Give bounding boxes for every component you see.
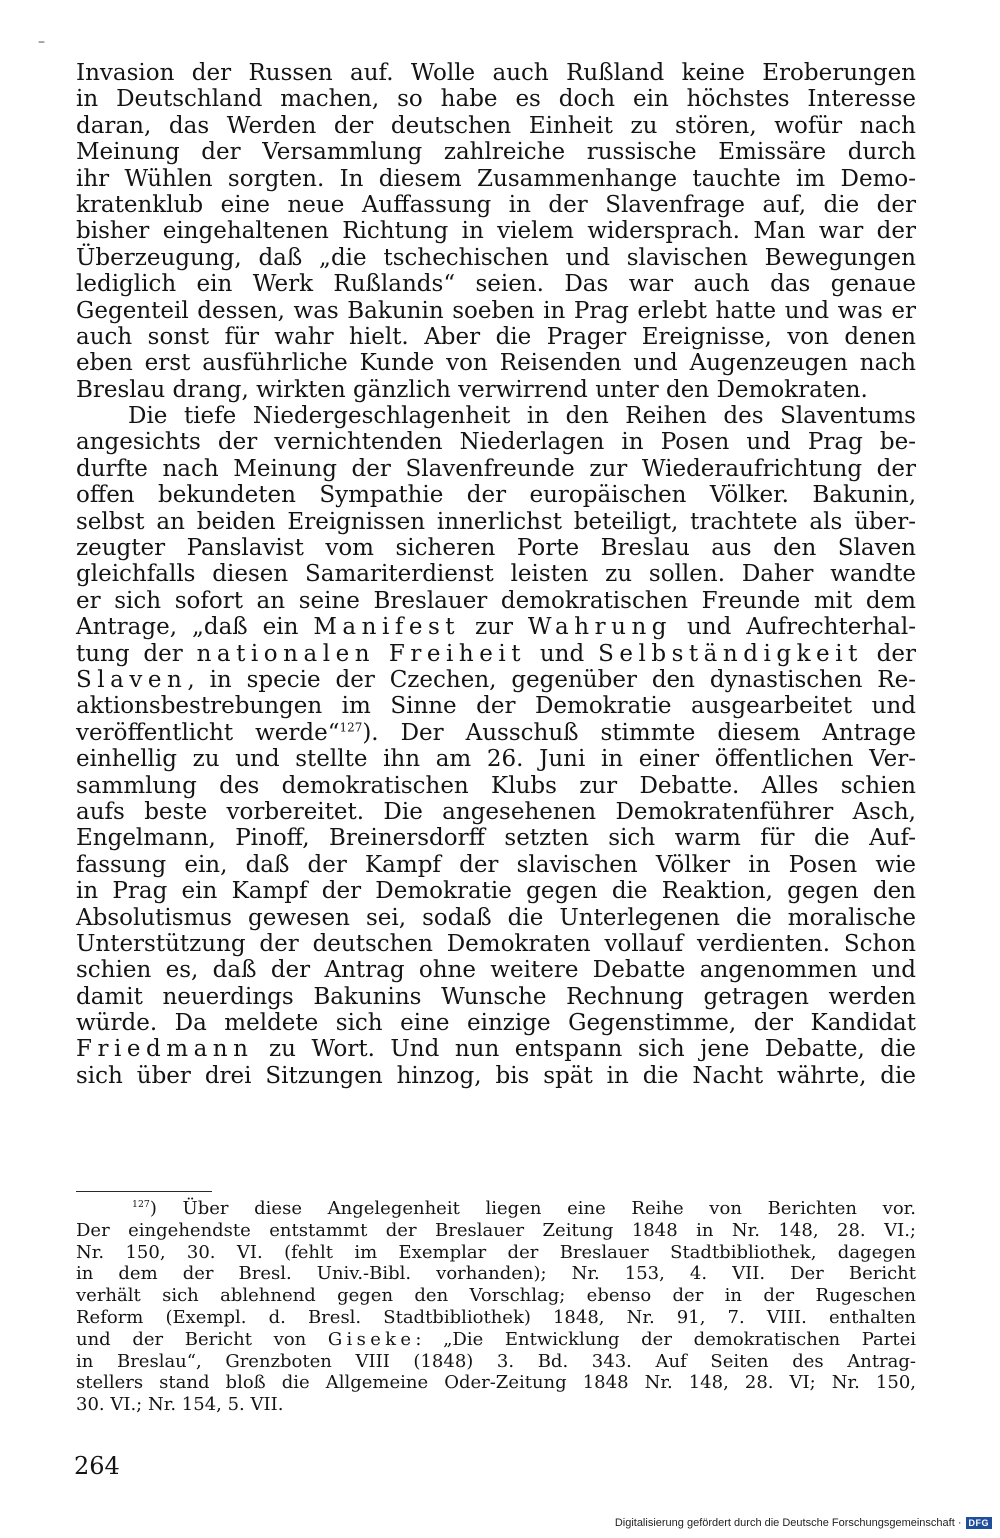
text-line (76, 641, 916, 667)
footnote-line: in dem der Bresl. Univ.-Bibl. vorhanden); Nr. 153, 4. VII. Der Bericht (76, 1263, 916, 1285)
spaced-term: Manifest (313, 614, 461, 641)
dfg-logo-icon: DFG (966, 1517, 993, 1529)
text-line: Unterstützung der deutschen Demokraten vollauf verdienten. Schon (76, 930, 916, 957)
text-span: veröffentlicht werde“ (76, 719, 340, 746)
footnote (76, 1198, 916, 1416)
text-line: offen bekundeten Sympathie der europäischen Völker. Bakunin, (76, 482, 916, 509)
footnote-ref: 127 (339, 720, 363, 735)
spaced-term: Selbständigkeit (598, 640, 863, 667)
text-line: schien es, daß der Antrag ohne weitere Debatte angenommen und (76, 957, 916, 984)
text-line: Meinung der Versammlung zahlreiche russische Emissäre durch (76, 139, 916, 166)
spaced-term: Friedmann (76, 1036, 254, 1063)
text-line: aktionsbestrebungen im Sinne der Demokratie ausgearbeitet und (76, 693, 916, 720)
text-span: ). Der Ausschuß stimmte diesem Antrage (362, 719, 916, 746)
text-line: Absolutismus gewesen sei, sodaß die Unterlegenen die moralische (76, 904, 916, 931)
text-span: , in specie der Czechen, gegenüber den dynastischen Re- (187, 666, 916, 693)
text-line: in Deutschland machen, so habe es doch ein höchstes Interesse (76, 86, 916, 113)
page-corner-mark: – (38, 34, 45, 50)
footnote-line: in Breslau“, Grenzboten VIII (1848) 3. Bd. 343. Auf Seiten des Antrag- (76, 1350, 916, 1372)
footnote-line (76, 1329, 916, 1351)
footnote-line: Der eingehendste entstammt der Breslauer Zeitung 1848 in Nr. 148, 28. VI.; (76, 1219, 916, 1241)
text-span: und (526, 640, 599, 667)
spaced-term: Giseke (327, 1328, 416, 1350)
text-span: der (862, 640, 917, 667)
footnote-line: 30. VI.; Nr. 154, 5. VII. (76, 1394, 284, 1416)
footnote-line: Reform (Exempl. d. Bresl. Stadtbibliothek) 1848, Nr. 91, 7. VIII. enthalten (76, 1306, 916, 1328)
text-line: er sich sofort an seine Breslauer demokratischen Freunde mit dem (76, 587, 916, 614)
text-span: zur (460, 614, 528, 641)
text-line: auch sonst für wahr hielt. Aber die Prager Ereignisse, von denen (76, 323, 916, 350)
body-text (76, 60, 916, 1089)
credit-text: Digitalisierung gefördert durch die Deutsche Forschungsgemeinschaft · (614, 1517, 962, 1529)
text-line: ihr Wühlen sorgten. In diesem Zusammenhange tauchte im Demo- (76, 165, 916, 192)
text-span: zu Wort. Und nun entspann sich jene Debatte, die (253, 1036, 916, 1063)
text-span: und der Bericht von (76, 1328, 328, 1350)
text-line (76, 667, 916, 693)
text-line: gleichfalls diesen Samariterdienst leisten zu sollen. Daher wandte (76, 561, 916, 588)
text-line: kratenklub eine neue Auffassung in der Slavenfrage auf, die der (76, 191, 916, 218)
digitization-credit (615, 1517, 992, 1529)
text-line: einhellig zu und stellte ihn am 26. Juni in einer öffentlichen Ver- (76, 746, 916, 773)
text-line: sammlung des demokratischen Klubs zur Debatte. Alles schien (76, 772, 916, 799)
text-line: angesichts der vernichtenden Niederlagen in Posen und Prag be- (76, 429, 916, 456)
text-line: in Prag ein Kampf der Demokratie gegen die Reaktion, gegen den (76, 878, 916, 905)
text-line: würde. Da meldete sich eine einzige Gegenstimme, der Kandidat (76, 1010, 916, 1037)
text-line: fassung ein, daß der Kampf der slavischen Völker in Posen wie (76, 851, 916, 878)
text-span: Antrage, „daß ein (76, 614, 314, 641)
footnote-line: stellers stand bloß die Allgemeine Oder-Zeitung 1848 Nr. 148, 28. VI; Nr. 150, (76, 1372, 916, 1394)
text-line: zeugter Panslavist vom sicheren Porte Breslau aus den Slaven (76, 535, 916, 562)
spaced-term: Freiheit (388, 640, 527, 667)
spaced-term: nationalen (196, 640, 376, 667)
text-line: selbst an beiden Ereignissen innerlichst beteiligt, trachtete als über- (76, 508, 916, 535)
text-line: lediglich ein Werk Rußlands“ seien. Das war auch das genaue (76, 271, 916, 298)
spaced-term: Slaven (76, 666, 188, 693)
text-span: : „Die Entwicklung der demokratischen Partei (415, 1328, 916, 1350)
page-number: 264 (74, 1452, 120, 1480)
text-span: tung der (76, 640, 197, 667)
text-line: Engelmann, Pinoff, Breinersdorff setzten sich warm für die Auf- (76, 825, 916, 852)
text-span (375, 641, 389, 667)
text-line: Breslau drang, wirkten gänzlich verwirrend unter den Demokraten. (76, 376, 868, 403)
text-line: damit neuerdings Bakunins Wunsche Rechnung getragen werden (76, 983, 916, 1010)
text-line: daran, das Werden der deutschen Einheit zu stören, wofür nach (76, 112, 916, 139)
text-line: Gegenteil dessen, was Bakunin soeben in Prag erlebt hatte und was er (76, 297, 916, 324)
text-line (76, 614, 916, 640)
footnote-divider (76, 1191, 212, 1192)
footnote-number: 127 (132, 1199, 150, 1210)
text-line: aufs beste vorbereitet. Die angesehenen Demokratenführer Asch, (76, 798, 916, 825)
text-line: Die tiefe Niedergeschlagenheit in den Reihen des Slaventums (128, 403, 916, 430)
text-line: Invasion der Russen auf. Wolle auch Rußland keine Eroberungen (76, 60, 916, 86)
text-line: eben erst ausführliche Kunde von Reisenden und Augenzeugen nach (76, 350, 916, 377)
text-line (76, 1036, 916, 1062)
text-line: sich über drei Sitzungen hinzog, bis spät in die Nacht währte, die (76, 1062, 916, 1089)
footnote-line (76, 1198, 916, 1220)
footnote-line: Nr. 150, 30. VI. (fehlt im Exemplar der Breslauer Stadtbibliothek, dagegen (76, 1241, 916, 1263)
spaced-term: Wahrung (527, 614, 673, 641)
footnote-line: verhält sich ablehnend gegen den Vorschlag; ebenso der in der Rugeschen (76, 1285, 916, 1307)
text-line (76, 720, 916, 746)
text-span: und Aufrechterhal- (672, 614, 916, 641)
text-line: durfte nach Meinung der Slavenfreunde zur Wiederaufrichtung der (76, 455, 916, 482)
text-span: ) Über diese Angelegenheit liegen eine Reihe von Berichten vor. (149, 1198, 916, 1219)
text-line: Überzeugung, daß „die tschechischen und slavischen Bewegungen (76, 244, 916, 271)
text-line: bisher eingehaltenen Richtung in vielem widersprach. Man war der (76, 218, 916, 245)
